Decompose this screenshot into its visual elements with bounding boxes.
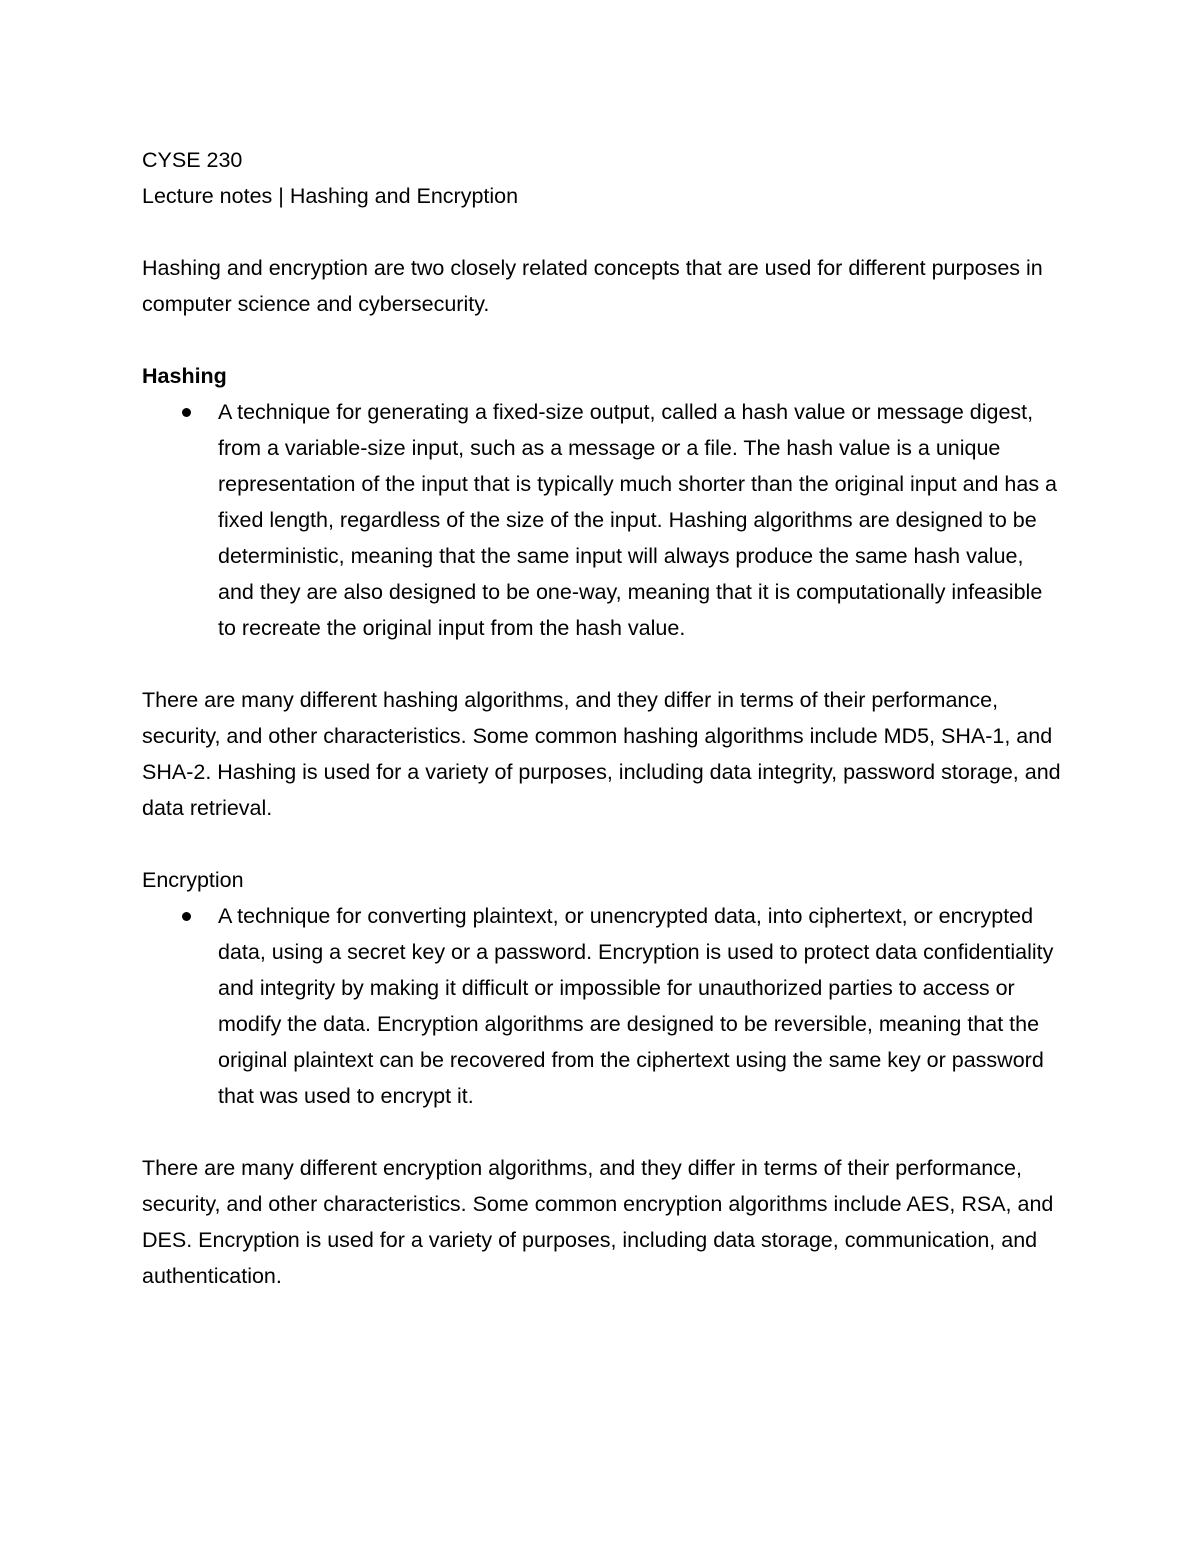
- encryption-bullet-list: [142, 898, 1062, 1114]
- hashing-bullet-list: [142, 394, 1062, 646]
- encryption-bullet-item: [142, 898, 1062, 1114]
- hashing-heading: Hashing: [142, 364, 227, 388]
- spacer: [142, 1114, 1062, 1150]
- encryption-paragraph: There are many different encryption algorithms, and they differ in terms of their performance, security, and other characteristics. Some common encryption algorithms include AES, RSA, and DES. Encryption is used for a variety of purposes, including data storage, communication, and authentication.: [142, 1156, 1054, 1288]
- spacer: [142, 646, 1062, 682]
- encryption-heading: Encryption: [142, 868, 244, 892]
- document-page: [142, 142, 1062, 1294]
- encryption-bullet-text: A technique for converting plaintext, or unencrypted data, into ciphertext, or encrypted data, using a secret key or a password. Encryption is used to protect data confidentiality and integrity by making it difficult or impossible for unauthorized parties to access or modify the data. Encryption algorithms are designed to be reversible, meaning that the original plaintext can be recovered from the ciphertext using the same key or password that was used to encrypt it.: [218, 904, 1054, 1108]
- spacer: [142, 214, 1062, 250]
- hashing-bullet-item: [142, 394, 1062, 646]
- intro-paragraph: Hashing and encryption are two closely related concepts that are used for different purposes in computer science and cybersecurity.: [142, 256, 1043, 316]
- hashing-paragraph: There are many different hashing algorithms, and they differ in terms of their performance, security, and other characteristics. Some common hashing algorithms include MD5, SHA-1, and SHA-2. Hashing is used for a variety of purposes, including data integrity, password storage, and data retrieval.: [142, 688, 1061, 820]
- bullet-dot-icon: [182, 912, 191, 921]
- spacer: [142, 322, 1062, 358]
- document-subtitle: Lecture notes | Hashing and Encryption: [142, 184, 519, 208]
- bullet-dot-icon: [182, 408, 191, 417]
- hashing-bullet-text: A technique for generating a fixed-size output, called a hash value or message digest, from a variable-size input, such as a message or a file. The hash value is a unique representation of the input that is typically much shorter than the original input and has a fixed length, regardless of the size of the input. Hashing algorithms are designed to be deterministic, meaning that the same input will always produce the same hash value, and they are also designed to be one-way, meaning that it is computationally infeasible to recreate the original input from the hash value.: [218, 400, 1058, 640]
- spacer: [142, 826, 1062, 862]
- course-code: CYSE 230: [142, 148, 243, 172]
